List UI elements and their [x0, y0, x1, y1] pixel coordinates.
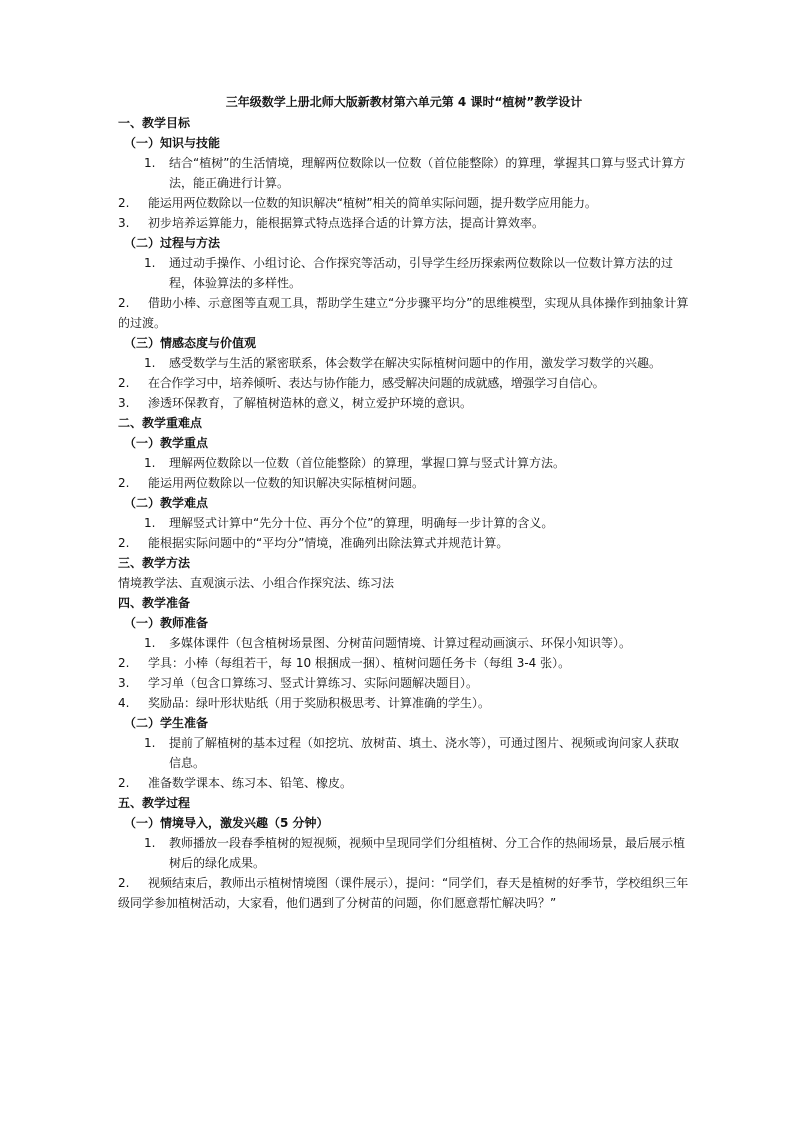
list-item [118, 653, 690, 673]
list-text: 通过动手操作、小组讨论、合作探究等活动，引导学生经历探索两位数除以一位数计算方法的过程，体验算法的多样性。 [169, 256, 674, 290]
list-number: 3. [118, 396, 130, 410]
list-item [118, 293, 690, 333]
subsection-heading-intro: （一）情境导入，激发兴趣（5 分钟） [124, 816, 329, 830]
list-number: 2. [118, 776, 130, 790]
list-number: 2. [118, 876, 130, 890]
subsection-heading-knowledge: （一）知识与技能 [124, 136, 221, 150]
section-heading-prep: 四、教学准备 [118, 596, 191, 610]
list-item [118, 833, 690, 873]
list-number: 2. [118, 656, 130, 670]
list-number: 1. [144, 516, 156, 530]
list-number: 1. [144, 736, 156, 750]
list-number: 1. [144, 836, 156, 850]
list-text: 准备数学课本、练习本、铅笔、橡皮。 [148, 776, 353, 790]
list-number: 1. [144, 256, 156, 270]
list-text: 理解两位数除以一位数（首位能整除）的算理，掌握口算与竖式计算方法。 [169, 456, 566, 470]
subsection-heading-process: （二）过程与方法 [124, 236, 221, 250]
list-item [118, 513, 690, 533]
list-number: 2. [118, 476, 130, 490]
list-text: 学具：小棒（每组若干，每 10 根捆成一捆）、植树问题任务卡（每组 3-4 张）。 [148, 656, 571, 670]
list-text: 理解竖式计算中“先分十位、再分个位”的算理，明确每一步计算的含义。 [169, 516, 554, 530]
list-item [118, 773, 690, 793]
list-text: 初步培养运算能力，能根据算式特点选择合适的计算方法，提高计算效率。 [148, 216, 545, 230]
list-number: 3. [118, 676, 130, 690]
list-number: 3. [118, 216, 130, 230]
subsection-heading-attitude: （三）情感态度与价值观 [124, 336, 257, 350]
list-text: 教师播放一段春季植树的短视频，视频中呈现同学们分组植树、分工合作的热闹场景，最后展示植树后的绿化成果。 [169, 836, 686, 870]
list-item [118, 453, 690, 473]
list-number: 2. [118, 536, 130, 550]
list-item [118, 253, 690, 293]
list-item [118, 733, 690, 773]
list-item [118, 533, 690, 553]
list-item [118, 693, 690, 713]
list-item [118, 673, 690, 693]
list-item [118, 193, 690, 213]
list-text: 感受数学与生活的紧密联系，体会数学在解决实际植树问题中的作用，激发学习数学的兴趣。 [169, 356, 662, 370]
list-item [118, 393, 690, 413]
list-text: 结合“植树”的生活情境，理解两位数除以一位数（首位能整除）的算理，掌握其口算与竖式计算方法，能正确进行计算。 [169, 156, 686, 190]
list-text: 视频结束后，教师出示植树情境图（课件展示），提问：“同学们，春天是植树的好季节，学校组织三年级同学参加植树活动，大家看，他们遇到了分树苗的问题，你们愿意帮忙解决吗？” [118, 876, 689, 910]
list-number: 1. [144, 456, 156, 470]
section-heading-procedure: 五、教学过程 [118, 796, 191, 810]
list-text: 提前了解植树的基本过程（如挖坑、放树苗、填土、浇水等），可通过图片、视频或询问家人获取信息。 [169, 736, 680, 770]
list-number: 4. [118, 696, 130, 710]
section-heading-focus: 二、教学重难点 [118, 416, 203, 430]
list-text: 渗透环保教育，了解植树造林的意义，树立爱护环境的意识。 [148, 396, 473, 410]
list-item [118, 213, 690, 233]
list-number: 1. [144, 356, 156, 370]
list-text: 奖励品：绿叶形状贴纸（用于奖励积极思考、计算准确的学生）。 [148, 696, 491, 710]
list-item [118, 633, 690, 653]
document-page [118, 92, 690, 913]
list-text: 学习单（包含口算练习、竖式计算练习、实际问题解决题目）。 [148, 676, 479, 690]
document-title: 三年级数学上册北师大版新教材第六单元第 4 课时“植树”教学设计 [225, 95, 583, 109]
list-number: 1. [144, 636, 156, 650]
list-text: 能根据实际问题中的“平均分”情境，准确列出除法算式并规范计算。 [148, 536, 509, 550]
list-text: 在合作学习中，培养倾听、表达与协作能力，感受解决问题的成就感，增强学习自信心。 [148, 376, 605, 390]
list-number: 2. [118, 196, 130, 210]
list-item [118, 873, 690, 913]
list-number: 2. [118, 296, 130, 310]
list-item [118, 153, 690, 193]
subsection-heading-student: （二）学生准备 [124, 716, 209, 730]
section-heading-methods: 三、教学方法 [118, 556, 191, 570]
list-item [118, 473, 690, 493]
list-text: 能运用两位数除以一位数的知识解决“植树”相关的简单实际问题，提升数学应用能力。 [148, 196, 597, 210]
methods-text: 情境教学法、直观演示法、小组合作探究法、练习法 [118, 576, 395, 590]
list-item [118, 373, 690, 393]
list-text: 借助小棒、示意图等直观工具，帮助学生建立“分步骤平均分”的思维模型，实现从具体操作到抽象计算的过渡。 [118, 296, 689, 330]
list-item [118, 353, 690, 373]
list-text: 多媒体课件（包含植树场景图、分树苗问题情境、计算过程动画演示、环保小知识等）。 [169, 636, 632, 650]
subsection-heading-key: （一）教学重点 [124, 436, 209, 450]
list-text: 能运用两位数除以一位数的知识解决实际植树问题。 [148, 476, 425, 490]
section-heading-goals: 一、教学目标 [118, 116, 191, 130]
subsection-heading-teacher: （一）教师准备 [124, 616, 209, 630]
subsection-heading-difficult: （二）教学难点 [124, 496, 209, 510]
list-number: 1. [144, 156, 156, 170]
list-number: 2. [118, 376, 130, 390]
